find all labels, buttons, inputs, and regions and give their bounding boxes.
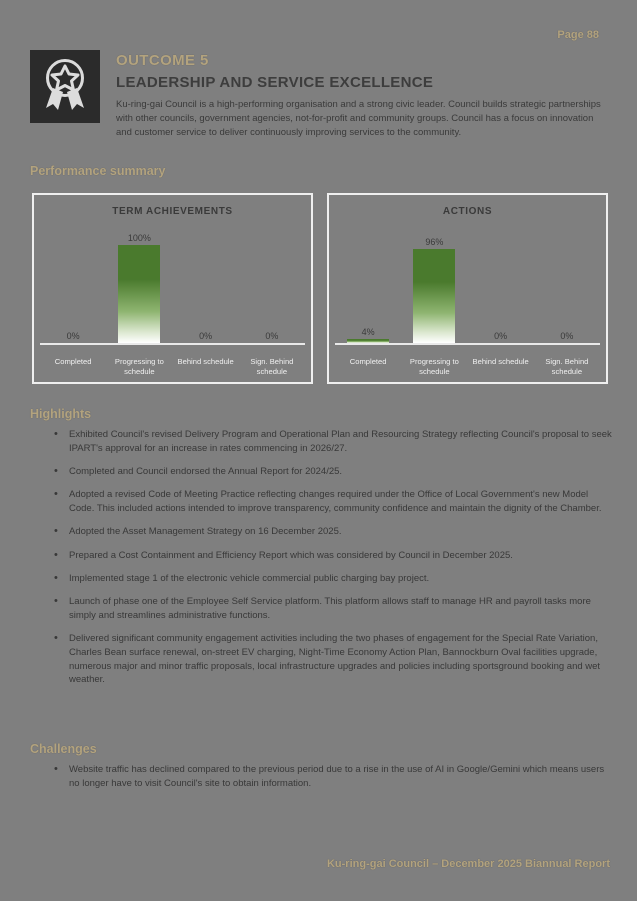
chart-category-labels: [335, 357, 600, 377]
award-badge: [30, 50, 100, 123]
highlights-list: [54, 428, 614, 687]
list-item: • Completed and Council endorsed the Annual Report for 2024/25.: [54, 465, 614, 479]
header-text-block: [116, 50, 608, 139]
outcome-label: OUTCOME 5: [116, 52, 209, 69]
chart-title: TERM ACHIEVEMENTS: [112, 206, 233, 217]
category-label: Behind schedule: [472, 357, 529, 367]
chart-column: [335, 227, 401, 343]
highlights-section: [30, 407, 614, 697]
chart-column: [239, 227, 305, 343]
charts-row: [32, 193, 608, 384]
challenges-section: [30, 742, 614, 800]
category-label: Behind schedule: [177, 357, 234, 367]
chart-panel-term-achievements: [32, 193, 313, 384]
bar: [413, 249, 455, 343]
page-number: Page 88: [557, 29, 599, 41]
chart-column: [534, 227, 600, 343]
bar-value-label: 0%: [199, 331, 213, 341]
chart-panel-actions: [327, 193, 608, 384]
challenges-heading: Challenges: [30, 742, 97, 756]
list-item: • Delivered significant community engagement activities including the two phases of engagement for the Special Rate Variation, Charles Bean surface renewal, on-street EV charging, Night-Time Economy Action Plan, Bannockburn Oval facilities upgrade, numerous major and minor traffic proposals, local infrastructure upgrades and policies including sportsground booking and wet weather.: [54, 632, 614, 687]
bar-value-label: 0%: [265, 331, 279, 341]
performance-summary-heading: Performance summary: [30, 164, 166, 178]
highlights-heading: Highlights: [30, 407, 92, 421]
list-item: • Implemented stage 1 of the electronic vehicle commercial public charging bay project.: [54, 572, 614, 586]
chart-column: [40, 227, 106, 343]
bar-value-label: 96%: [425, 237, 444, 247]
bar-value-label: 0%: [494, 331, 508, 341]
category-label: Progressing to schedule: [114, 357, 164, 377]
category-label: Completed: [349, 357, 387, 367]
chart-title: ACTIONS: [442, 206, 493, 217]
list-item: • Adopted the Asset Management Strategy on 16 December 2025.: [54, 525, 614, 539]
category-label: Sign. Behind schedule: [250, 357, 294, 377]
challenges-list: [54, 763, 614, 791]
list-item: • Launch of phase one of the Employee Self Service platform. This platform allows staff to manage HR and payroll tasks more simply and streamlines administrative functions.: [54, 595, 614, 623]
chart-column: [106, 227, 172, 343]
report-footer: Ku-ring-gai Council – December 2025 Biannual Report: [326, 858, 610, 870]
chart-column: [401, 227, 467, 343]
chart-plot-area: [335, 227, 600, 345]
bar: [118, 245, 160, 343]
list-item: • Website traffic has declined compared to the previous period due to a rise in the use of AI in Google/Gemini which means users no longer have to visit Council's site to obtain information.: [54, 763, 614, 791]
award-medal-icon: [39, 56, 91, 117]
bar-value-label: 0%: [66, 331, 80, 341]
chart-plot-area: [40, 227, 305, 345]
list-item: • Adopted a revised Code of Meeting Practice reflecting changes required under the Office of Local Government's new Model Code. This included actions intended to improve transparency, community confidence and maintain the dignity of the Chamber.: [54, 488, 614, 516]
chart-column: [173, 227, 239, 343]
bar: [347, 339, 389, 343]
page-title: LEADERSHIP AND SERVICE EXCELLENCE: [116, 74, 434, 91]
bar-value-label: 4%: [361, 327, 375, 337]
chart-category-labels: [40, 357, 305, 377]
chart-column: [468, 227, 534, 343]
list-item: • Exhibited Council's revised Delivery Program and Operational Plan and Resourcing Strategy reflecting Council's proposal to seek IPART's approval for an increase in rates commencing in 2026/27.: [54, 428, 614, 456]
bar-value-label: 100%: [127, 233, 151, 243]
category-label: Completed: [54, 357, 92, 367]
outcome-header: [30, 50, 612, 139]
category-label: Sign. Behind schedule: [545, 357, 589, 377]
list-item: • Prepared a Cost Containment and Efficiency Report which was considered by Council in December 2025.: [54, 549, 614, 563]
outcome-description: Ku-ring-gai Council is a high-performing organisation and a strong civic leader. Council builds strategic partnerships with other councils, government agencies, not-for-profit and community groups. Council has a focus on innovation and customer service to deliver continuously improving services to the community.: [116, 99, 601, 138]
category-label: Progressing to schedule: [409, 357, 459, 377]
bar-value-label: 0%: [560, 331, 574, 341]
